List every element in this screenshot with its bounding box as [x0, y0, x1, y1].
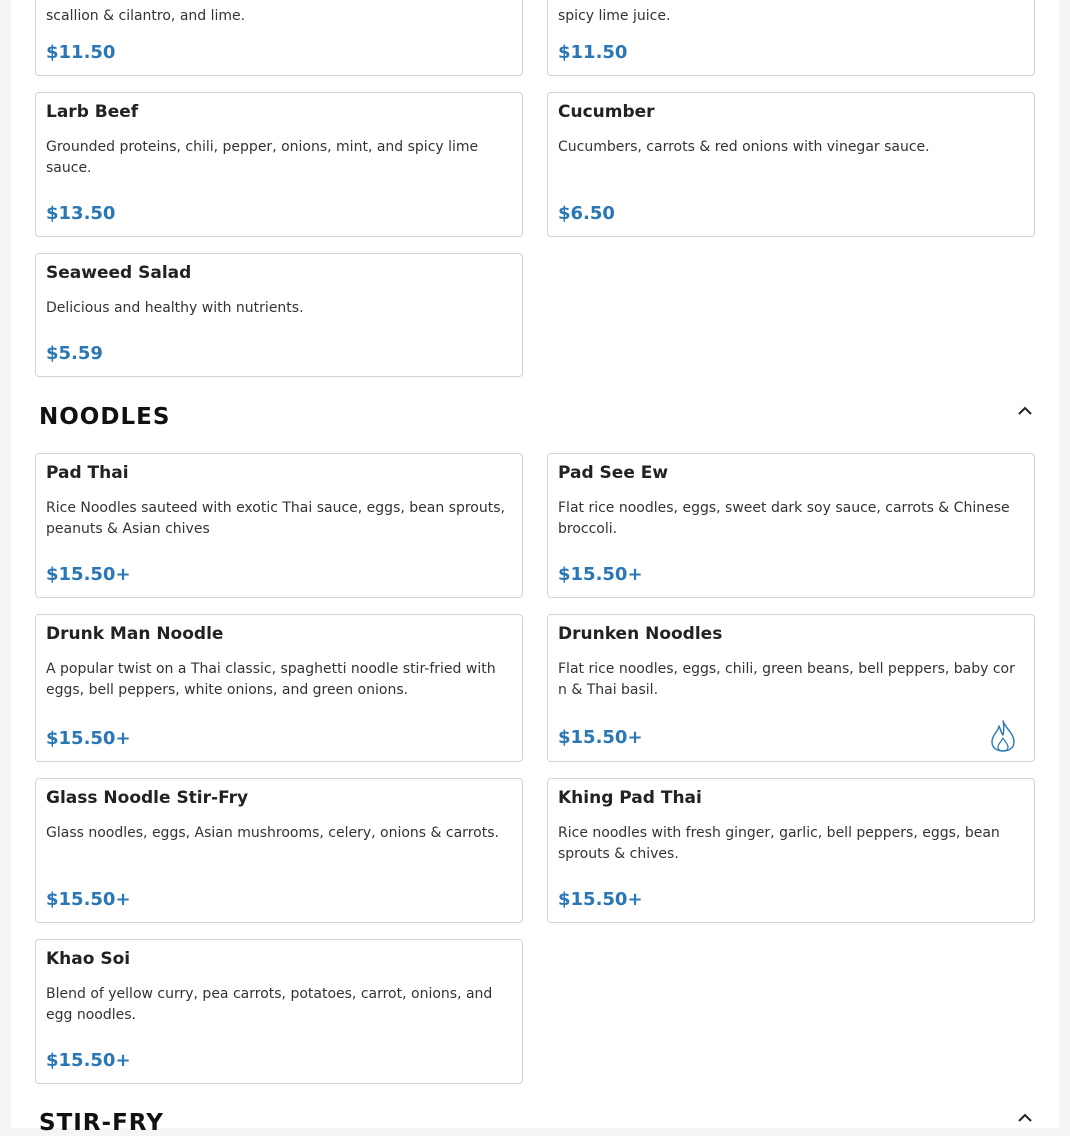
item-description: A popular twist on a Thai classic, spaghetti noodle stir-fried with eggs, bell peppers, white onions, and green onions.: [46, 661, 496, 698]
item-price: $15.50+: [46, 728, 131, 749]
chevron-up-icon[interactable]: [1017, 1113, 1033, 1123]
menu-item-card[interactable]: [35, 614, 523, 762]
item-name: Drunk Man Noodle: [46, 624, 224, 644]
menu-item-card[interactable]: [35, 778, 523, 923]
item-description: scallion & cilantro, and lime.: [46, 8, 246, 24]
section-title-stirfry: STIR-FRY: [39, 1110, 164, 1136]
item-name: Drunken Noodles: [558, 624, 723, 644]
item-description: Glass noodles, eggs, Asian mushrooms, celery, onions & carrots.: [46, 825, 499, 841]
item-price: $15.50+: [46, 564, 131, 585]
item-price: $11.50: [558, 42, 628, 63]
item-description: Rice Noodles sauteed with exotic Thai sauce, eggs, bean sprouts, peanuts & Asian chives: [46, 500, 505, 537]
item-price: $15.50+: [46, 889, 131, 910]
item-name: Pad See Ew: [558, 463, 669, 483]
item-name: Khing Pad Thai: [558, 788, 702, 808]
item-price: $15.50+: [46, 1050, 131, 1071]
item-description: Flat rice noodles, eggs, sweet dark soy sauce, carrots & Chinese broccoli.: [558, 500, 1010, 537]
menu-item-card[interactable]: [35, 453, 523, 598]
section-title-noodles: NOODLES: [39, 404, 171, 430]
menu-item-card[interactable]: [35, 0, 523, 76]
item-description: Cucumbers, carrots & red onions with vinegar sauce.: [558, 139, 930, 155]
item-description: Flat rice noodles, eggs, chili, green beans, bell peppers, baby cor n & Thai basil.: [558, 661, 1015, 698]
menu-item-card[interactable]: [547, 778, 1035, 923]
item-price: $6.50: [558, 203, 615, 224]
item-name: Larb Beef: [46, 102, 139, 122]
menu-item-card[interactable]: [547, 453, 1035, 598]
chevron-up-icon[interactable]: [1017, 406, 1033, 416]
menu-item-card[interactable]: [547, 614, 1035, 762]
menu-page: [11, 0, 1059, 1136]
item-name: Seaweed Salad: [46, 263, 192, 283]
menu-item-card[interactable]: [35, 253, 523, 377]
item-price: $15.50+: [558, 564, 643, 585]
item-name: Glass Noodle Stir-Fry: [46, 788, 249, 808]
item-description: Grounded proteins, chili, pepper, onions, mint, and spicy lime sauce.: [46, 139, 479, 176]
item-description: Delicious and healthy with nutrients.: [46, 300, 304, 316]
item-price: $15.50+: [558, 727, 643, 748]
item-price: $15.50+: [558, 889, 643, 910]
item-description: Blend of yellow curry, pea carrots, potatoes, carrot, onions, and egg noodles.: [46, 986, 493, 1023]
menu-item-card[interactable]: [35, 939, 523, 1084]
item-description: spicy lime juice.: [558, 8, 671, 24]
item-price: $5.59: [46, 343, 103, 364]
menu-item-card[interactable]: [35, 92, 523, 237]
menu-item-card[interactable]: [547, 92, 1035, 237]
item-price: $11.50: [46, 42, 116, 63]
item-description: Rice noodles with fresh ginger, garlic, bell peppers, eggs, bean sprouts & chives.: [558, 825, 1000, 862]
item-name: Khao Soi: [46, 949, 131, 969]
spicy-flame-icon: [990, 720, 1016, 752]
item-name: Pad Thai: [46, 463, 129, 483]
item-name: Cucumber: [558, 102, 655, 122]
item-price: $13.50: [46, 203, 116, 224]
menu-item-card[interactable]: [547, 0, 1035, 76]
